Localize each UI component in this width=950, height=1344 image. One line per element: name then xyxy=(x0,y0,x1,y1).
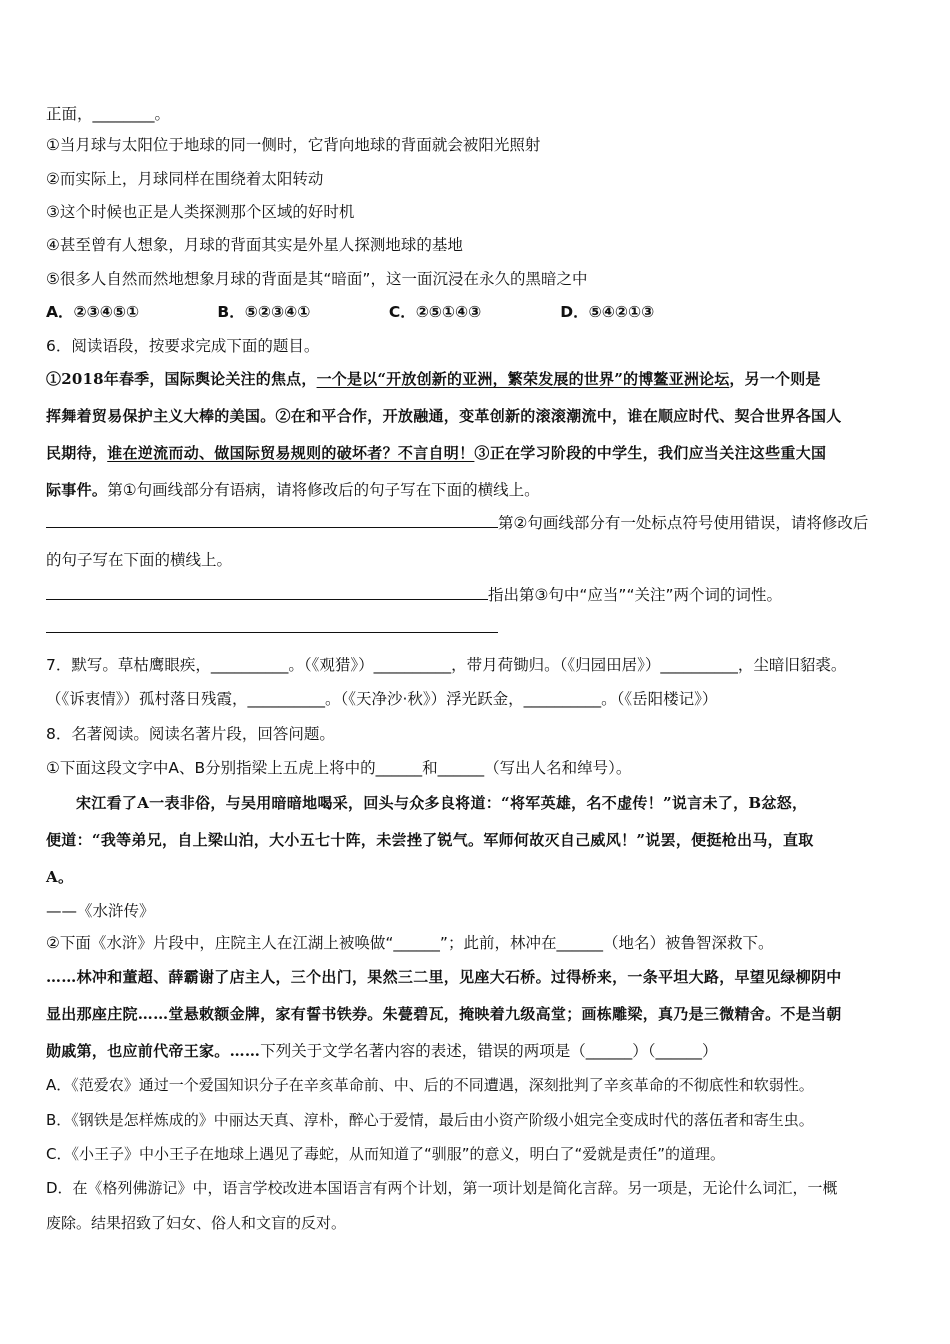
excerpt-1-line-1 xyxy=(46,792,910,814)
text: 正面，________。 xyxy=(46,105,171,123)
sentence-5 xyxy=(46,268,910,290)
answer-line-2 xyxy=(46,584,910,606)
text: ①当月球与太阳位于地球的同一侧时，它背向地球的背面就会被阳光照射 xyxy=(46,136,541,154)
text: ③正在学习阶段的中学生，我们应当关注这些重大国 xyxy=(474,444,827,462)
answer-line-3 xyxy=(46,617,910,639)
options-row xyxy=(46,301,910,323)
line-continuation xyxy=(46,103,910,125)
excerpt-1-line-3 xyxy=(46,866,910,888)
question-7-line-1 xyxy=(46,654,910,676)
choice-c xyxy=(46,1143,910,1165)
text: B．《钢铁是怎样炼成的》中丽达天真、淳朴，醉心于爱情，最后由小资产阶级小姐完全变成时代的落伍者和寄生虫。 xyxy=(46,1111,814,1129)
passage-6-line-4 xyxy=(46,479,910,501)
answer-blank-2[interactable] xyxy=(46,584,488,600)
text: ⑤很多人自然而然地想象月球的背面是其“暗面”，这一面沉浸在永久的黑暗之中 xyxy=(46,270,588,288)
answer-blank-1[interactable] xyxy=(46,512,498,528)
text: ，另一个则是 xyxy=(729,370,821,388)
sentence-4 xyxy=(46,234,910,256)
excerpt-1-source xyxy=(46,900,910,922)
text: 挥舞着贸易保护主义大棒的美国。②在和平合作，开放融通，变革创新的滚滚潮流中，谁在顺应时代、契合世界各国人 xyxy=(46,407,842,425)
text: ②而实际上，月球同样在围绕着太阳转动 xyxy=(46,170,324,188)
choice-d-line-2 xyxy=(46,1212,910,1234)
sentence-1 xyxy=(46,134,910,156)
text: 勋戚第，也应前代帝王家。…… xyxy=(46,1042,261,1060)
text: （《诉衷情》）孤村落日残霞，__________。（《天净沙·秋》）浮光跃金，__________。（《岳阳楼记》） xyxy=(46,690,718,708)
passage-6-line-2 xyxy=(46,405,910,427)
text: 第①句画线部分有语病，请将修改后的句子写在下面的横线上。 xyxy=(107,481,540,499)
choice-d-line-1 xyxy=(46,1177,910,1199)
text: ④甚至曾有人想象，月球的背面其实是外星人探测地球的基地 xyxy=(46,236,463,254)
answer-blank-3[interactable] xyxy=(46,617,498,633)
text: ——《水浒传》 xyxy=(46,902,155,920)
question-6-title xyxy=(46,335,910,357)
question-8-part-2 xyxy=(46,932,910,954)
text: D．在《格列佛游记》中，语言学校改进本国语言有两个计划，第一项计划是简化言辞。另一项是，无论什么词汇，一概 xyxy=(46,1179,838,1197)
text: 6．阅读语段，按要求完成下面的题目。 xyxy=(46,337,320,355)
underlined-sentence-1: 一个是以“开放创新的亚洲，繁荣发展的世界”的博鳌亚洲论坛 xyxy=(316,370,730,388)
text: 显出那座庄院……堂悬敕额金牌，家有誓书铁券。朱甍碧瓦，掩映着九级高堂；画栋雕梁，真乃是三微精舍。不是当朝 xyxy=(46,1005,842,1023)
text: ①2018年春季，国际舆论关注的焦点， xyxy=(46,370,317,388)
text: 废除。结果招致了妇女、俗人和文盲的反对。 xyxy=(46,1214,347,1232)
choice-a xyxy=(46,1074,910,1096)
text: 下列关于文学名著内容的表述，错误的两项是（______）（______） xyxy=(260,1042,718,1060)
text: 的句子写在下面的横线上。 xyxy=(46,551,233,569)
question-8-title xyxy=(46,723,910,745)
excerpt-2-line-3 xyxy=(46,1040,910,1062)
choice-b xyxy=(46,1109,910,1131)
text: C．《小王子》中小王子在地球上遇见了毒蛇，从而知道了“驯服”的意义，明白了“爱就是责任”的道理。 xyxy=(46,1145,726,1163)
excerpt-1-line-2 xyxy=(46,829,910,851)
text: 宋江看了A一表非俗，与吴用暗暗地喝采，回头与众多良将道：“将军英雄，名不虚传！”说言未了，B忿怒， xyxy=(76,794,808,812)
answer-line-1-cont xyxy=(46,549,910,571)
text: A。 xyxy=(46,868,74,886)
question-8-part-1 xyxy=(46,757,910,779)
text: ②下面《水浒》片段中，庄院主人在江湖上被唤做“______”；此前，林冲在______（地名）被鲁智深救下。 xyxy=(46,934,774,952)
question-7-line-2 xyxy=(46,688,910,710)
text: ①下面这段文字中A、B分别指梁上五虎上将中的______和______（写出人名和绰号）。 xyxy=(46,759,632,777)
option-b: B．⑤②③④① xyxy=(217,303,311,321)
passage-6-line-1 xyxy=(46,368,910,390)
text: 际事件。 xyxy=(46,481,108,499)
option-a: A．②③④⑤① xyxy=(46,303,140,321)
option-d: D．⑤④②①③ xyxy=(560,303,655,321)
text: ③这个时候也正是人类探测那个区域的好时机 xyxy=(46,203,355,221)
text: A．《范爱农》通过一个爱国知识分子在辛亥革命前、中、后的不同遭遇，深刻批判了辛亥革命的不彻底性和软弱性。 xyxy=(46,1076,814,1094)
text: 便道：“我等弟兄，自上梁山泊，大小五七十阵，未尝挫了锐气。军师何故灭自己威风！”说罢，便挺枪出马，直取 xyxy=(46,831,814,849)
text: 指出第③句中“应当”“关注”两个词的词性。 xyxy=(488,586,783,604)
excerpt-2-line-2 xyxy=(46,1003,910,1025)
text: ……林冲和董超、薛霸谢了店主人，三个出门，果然三二里，见座大石桥。过得桥来，一条平坦大路，早望见绿柳阴中 xyxy=(46,968,842,986)
option-c: C．②⑤①④③ xyxy=(388,303,482,321)
passage-6-line-3 xyxy=(46,442,910,464)
text: 8．名著阅读。阅读名著片段，回答问题。 xyxy=(46,725,335,743)
sentence-3 xyxy=(46,201,910,223)
answer-line-1 xyxy=(46,512,910,534)
sentence-2 xyxy=(46,168,910,190)
underlined-sentence-2: 谁在逆流而动、做国际贸易规则的破坏者？不言自明！ xyxy=(107,444,475,462)
text: 第②句画线部分有一处标点符号使用错误，请将修改后 xyxy=(498,514,869,532)
text: 民期待， xyxy=(46,444,108,462)
excerpt-2-line-1 xyxy=(46,966,910,988)
text: 7．默写。草枯鹰眼疾，__________。（《观猎》）__________，带月荷锄归。（《归园田居》）__________，尘暗旧貂裘。 xyxy=(46,656,847,674)
